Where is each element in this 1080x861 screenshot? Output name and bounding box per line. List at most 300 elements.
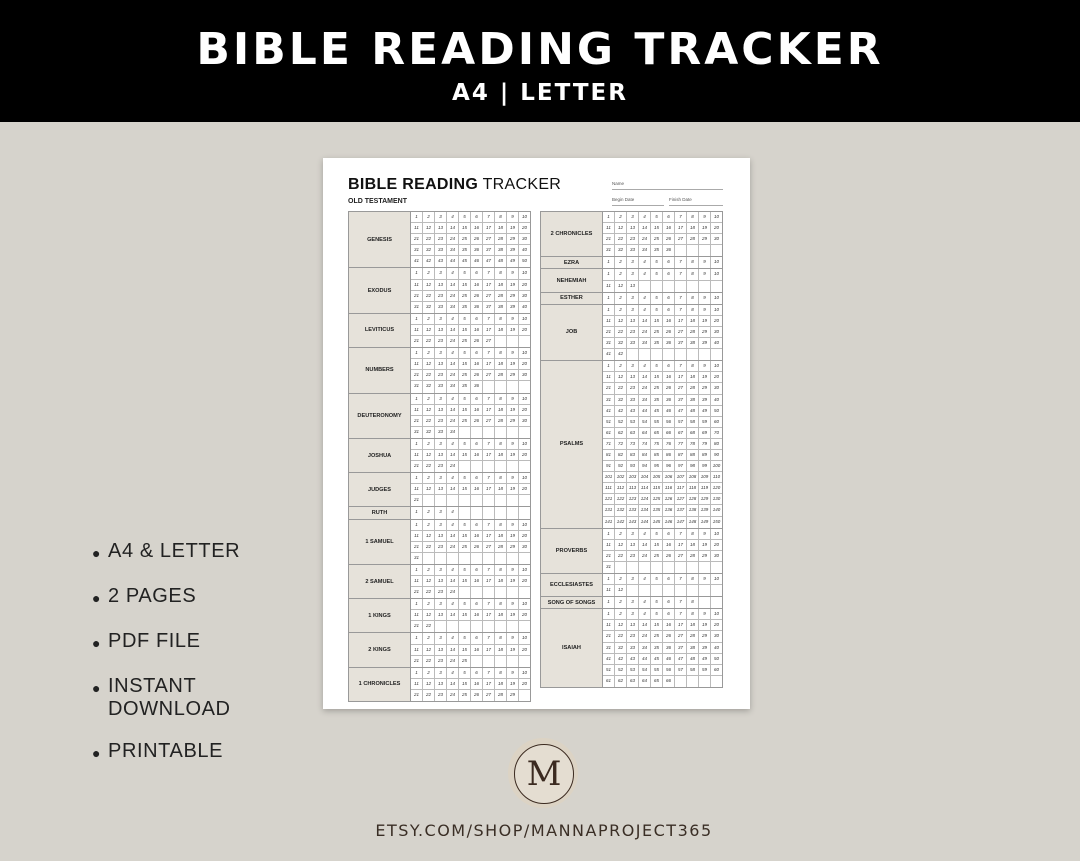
chapter-cell (495, 656, 507, 667)
chapter-row (603, 372, 722, 383)
book-name: JOSHUA (349, 439, 411, 472)
chapter-cell (519, 336, 530, 347)
chapter-cell: 9 (699, 574, 711, 584)
chapter-cell: 31 (603, 643, 615, 653)
chapter-cell: 18 (495, 610, 507, 620)
chapter-cell: 23 (435, 690, 447, 701)
chapter-cell: 4 (447, 394, 459, 404)
chapter-cell: 1 (411, 439, 423, 449)
chapter-cell: 77 (675, 439, 687, 449)
chapter-cell: 2 (615, 609, 627, 619)
chapter-cell: 10 (521, 315, 527, 321)
chapter-row (603, 505, 722, 516)
chapter-cell: 17 (483, 405, 495, 415)
chapter-cell: 5 (651, 597, 663, 608)
chapter-cell: 1 (411, 394, 423, 404)
chapter-cell: 11 (603, 223, 615, 233)
chapter-cell: 19 (507, 484, 519, 494)
chapter-cell (615, 562, 627, 573)
chapter-grid (603, 305, 722, 360)
chapter-cell: 123 (627, 494, 639, 504)
chapter-cell: 1 (411, 520, 423, 530)
chapter-grid (411, 348, 530, 392)
chapter-cell: 9 (507, 473, 519, 483)
chapter-cell: 29 (507, 234, 519, 244)
chapter-cell: 8 (687, 574, 699, 584)
chapter-cell: 99 (699, 461, 711, 471)
chapter-cell: 133 (627, 505, 639, 515)
chapter-cell (459, 427, 471, 438)
chapter-cell: 30 (713, 236, 719, 242)
chapter-cell: 94 (639, 461, 651, 471)
feature-item (92, 630, 292, 656)
chapter-cell: 7 (675, 361, 687, 371)
chapter-cell: 49 (699, 406, 711, 416)
chapter-cell: 35 (651, 338, 663, 348)
chapter-cell: 4 (447, 599, 459, 609)
chapter-cell: 21 (603, 383, 615, 393)
chapter-cell: 48 (687, 654, 699, 664)
chapter-cell: 18 (495, 484, 507, 494)
chapter-row (603, 597, 722, 608)
chapter-cell: 19 (507, 223, 519, 233)
chapter-cell: 2 (423, 212, 435, 222)
chapter-cell: 5 (459, 348, 471, 358)
book-block (349, 473, 530, 507)
chapter-cell: 13 (435, 531, 447, 541)
chapter-cell: 53 (627, 417, 639, 427)
chapter-cell: 10 (521, 270, 527, 276)
chapter-cell: 72 (615, 439, 627, 449)
chapter-cell: 2 (615, 574, 627, 584)
chapter-cell: 24 (447, 336, 459, 347)
chapter-cell: 9 (507, 394, 519, 404)
chapter-cell: 15 (651, 223, 663, 233)
chapter-cell: 2 (615, 597, 627, 608)
chapter-cell (459, 507, 471, 518)
chapter-cell (507, 656, 519, 667)
chapter-cell: 1 (411, 668, 423, 678)
chapter-cell: 26 (471, 234, 483, 244)
chapter-cell: 20 (713, 541, 719, 547)
chapter-cell: 108 (687, 472, 699, 482)
chapter-cell: 8 (495, 268, 507, 278)
chapter-cell: 2 (615, 257, 627, 268)
chapter-cell: 3 (435, 565, 447, 575)
chapter-cell: 8 (495, 439, 507, 449)
chapter-cell: 17 (483, 325, 495, 335)
chapter-cell: 13 (435, 484, 447, 494)
chapter-cell: 19 (507, 645, 519, 655)
chapter-cell: 4 (639, 257, 651, 268)
chapter-cell: 44 (639, 406, 651, 416)
chapter-cell: 21 (411, 495, 423, 506)
chapter-cell: 39 (699, 395, 711, 405)
chapter-cell: 23 (435, 336, 447, 347)
chapter-cell: 5 (651, 574, 663, 584)
chapter-cell: 13 (435, 645, 447, 655)
chapter-cell: 7 (483, 668, 495, 678)
chapter-cell: 17 (483, 531, 495, 541)
chapter-cell (483, 621, 495, 632)
book-name: PSALMS (541, 361, 603, 527)
chapter-cell: 1 (411, 507, 423, 518)
chapter-cell: 113 (627, 483, 639, 493)
chapter-cell: 22 (615, 327, 627, 337)
chapter-row (603, 269, 722, 280)
chapter-cell: 93 (627, 461, 639, 471)
chapter-cell: 3 (435, 314, 447, 324)
book-block (349, 565, 530, 599)
chapter-cell: 1 (603, 305, 615, 315)
chapter-cell (675, 245, 687, 256)
chapter-cell: 11 (411, 576, 423, 586)
chapter-row (411, 268, 530, 279)
chapter-row (603, 245, 722, 256)
chapter-cell: 6 (471, 668, 483, 678)
chapter-cell: 15 (459, 405, 471, 415)
chapter-cell: 16 (663, 372, 675, 382)
chapter-cell: 46 (663, 654, 675, 664)
chapter-cell: 19 (699, 540, 711, 550)
chapter-cell: 56 (663, 665, 675, 675)
book-name: PROVERBS (541, 529, 603, 573)
chapter-cell: 36 (471, 381, 483, 392)
chapter-cell: 12 (615, 281, 627, 292)
chapter-cell: 14 (639, 316, 651, 326)
chapter-cell: 25 (459, 370, 471, 380)
chapter-cell: 8 (495, 520, 507, 530)
chapter-cell: 6 (471, 268, 483, 278)
chapter-cell: 25 (459, 336, 471, 347)
chapter-cell: 6 (471, 348, 483, 358)
chapter-cell: 19 (507, 679, 519, 689)
chapter-cell: 1 (411, 599, 423, 609)
banner-title: BIBLE READING TRACKER (196, 24, 884, 75)
chapter-row (411, 336, 530, 347)
chapter-cell: 17 (483, 484, 495, 494)
chapter-cell: 2 (423, 520, 435, 530)
chapter-cell: 10 (521, 214, 527, 219)
chapter-cell: 35 (651, 245, 663, 256)
chapter-row (603, 574, 722, 585)
chapter-cell: 38 (495, 245, 507, 255)
chapter-cell (495, 507, 507, 518)
chapter-cell: 23 (435, 461, 447, 472)
chapter-cell: 9 (699, 609, 711, 619)
chapter-cell: 1 (603, 257, 615, 268)
book-name: NEHEMIAH (541, 269, 603, 291)
chapter-cell: 61 (603, 676, 615, 687)
chapter-cell: 15 (459, 450, 471, 460)
chapter-cell (507, 381, 519, 392)
chapter-cell: 1 (411, 348, 423, 358)
chapter-cell: 11 (411, 450, 423, 460)
chapter-cell: 10 (713, 363, 719, 369)
chapter-cell: 35 (459, 302, 471, 313)
chapter-cell: 37 (675, 338, 687, 348)
chapter-cell: 25 (459, 234, 471, 244)
chapter-cell: 37 (483, 245, 495, 255)
chapter-cell: 5 (459, 439, 471, 449)
chapter-cell: 19 (507, 610, 519, 620)
chapter-row (411, 245, 530, 256)
chapter-cell: 38 (687, 338, 699, 348)
chapter-cell: 15 (651, 540, 663, 550)
chapter-cell: 17 (675, 316, 687, 326)
chapter-cell: 5 (459, 599, 471, 609)
chapter-cell (699, 349, 711, 360)
chapter-cell: 147 (675, 517, 687, 528)
chapter-cell (495, 495, 507, 506)
chapter-row (411, 223, 530, 234)
chapter-cell: 98 (687, 461, 699, 471)
chapter-row (603, 665, 722, 676)
chapter-cell: 29 (699, 234, 711, 244)
chapter-cell: 26 (471, 370, 483, 380)
chapter-cell: 6 (663, 269, 675, 279)
chapter-cell: 18 (495, 531, 507, 541)
chapter-cell: 5 (459, 212, 471, 222)
chapter-cell: 7 (483, 439, 495, 449)
chapter-cell: 11 (411, 325, 423, 335)
chapter-cell: 15 (459, 645, 471, 655)
chapter-cell: 7 (675, 257, 687, 268)
chapter-row (411, 610, 530, 621)
chapter-cell (447, 553, 459, 564)
chapter-cell: 14 (447, 679, 459, 689)
chapter-cell: 85 (651, 450, 663, 460)
chapter-cell: 9 (699, 305, 711, 315)
chapter-cell: 38 (687, 395, 699, 405)
chapter-row (603, 234, 722, 245)
chapter-row (411, 461, 530, 472)
chapter-cell (699, 562, 711, 573)
chapter-cell: 4 (447, 565, 459, 575)
chapter-row (411, 690, 530, 701)
chapter-cell: 28 (495, 542, 507, 552)
chapter-cell: 6 (663, 574, 675, 584)
chapter-cell: 3 (435, 268, 447, 278)
chapter-cell: 23 (627, 551, 639, 561)
chapter-cell: 19 (507, 531, 519, 541)
chapter-cell: 2 (615, 529, 627, 539)
chapter-cell: 150 (712, 518, 721, 524)
chapter-cell: 11 (603, 316, 615, 326)
chapter-cell: 102 (615, 472, 627, 482)
chapter-cell: 10 (713, 294, 719, 300)
chapter-cell: 28 (687, 327, 699, 337)
feature-item (92, 540, 292, 566)
chapter-cell: 81 (603, 450, 615, 460)
chapter-cell: 60 (713, 666, 719, 672)
chapter-cell: 11 (411, 531, 423, 541)
feature-text: A4 & LETTER (108, 540, 241, 562)
book-name: 2 CHRONICLES (541, 212, 603, 256)
chapter-cell (651, 562, 663, 573)
chapter-row (411, 302, 530, 313)
chapter-cell: 8 (687, 269, 699, 279)
chapter-cell: 52 (615, 665, 627, 675)
chapter-cell (699, 597, 711, 608)
book-name: ISAIAH (541, 609, 603, 687)
chapter-cell: 25 (651, 327, 663, 337)
chapter-cell: 16 (663, 620, 675, 630)
book-block (349, 507, 530, 519)
chapter-cell: 18 (687, 372, 699, 382)
book-block (541, 212, 722, 257)
name-field: Name (612, 180, 723, 190)
chapter-cell: 15 (459, 280, 471, 290)
chapter-cell (459, 621, 471, 632)
chapter-cell: 22 (423, 416, 435, 426)
chapter-cell: 48 (495, 256, 507, 267)
book-block (349, 212, 530, 268)
chapter-cell: 41 (603, 406, 615, 416)
chapter-cell (711, 245, 722, 256)
chapter-cell: 14 (447, 484, 459, 494)
chapter-cell: 6 (663, 361, 675, 371)
chapter-cell: 11 (411, 405, 423, 415)
chapter-cell: 3 (627, 212, 639, 222)
chapter-cell: 7 (675, 529, 687, 539)
chapter-row (411, 473, 530, 484)
chapter-row (603, 327, 722, 338)
chapter-cell: 23 (435, 542, 447, 552)
chapter-cell: 143 (627, 517, 639, 528)
chapter-cell: 39 (699, 643, 711, 653)
chapter-cell (507, 495, 519, 506)
chapter-grid (411, 599, 530, 632)
chapter-cell: 114 (639, 483, 651, 493)
chapter-cell: 25 (651, 234, 663, 244)
chapter-cell (483, 587, 495, 598)
chapter-cell: 18 (495, 359, 507, 369)
chapter-cell: 18 (495, 576, 507, 586)
chapter-cell (507, 427, 519, 438)
chapter-cell: 29 (507, 370, 519, 380)
book-name: EZRA (541, 257, 603, 268)
chapter-cell: 30 (521, 292, 527, 298)
chapter-cell: 23 (627, 383, 639, 393)
chapter-cell: 10 (713, 611, 719, 617)
chapter-cell: 44 (447, 256, 459, 267)
chapter-cell: 47 (483, 256, 495, 267)
chapter-cell: 22 (423, 291, 435, 301)
chapter-cell: 23 (627, 327, 639, 337)
chapter-cell: 8 (687, 609, 699, 619)
chapter-row (603, 585, 722, 596)
chapter-cell: 7 (483, 212, 495, 222)
chapter-cell: 78 (687, 439, 699, 449)
feature-text: PDF FILE (108, 630, 201, 652)
chapter-cell (699, 281, 711, 292)
chapter-cell: 45 (651, 654, 663, 664)
chapter-cell: 14 (639, 372, 651, 382)
chapter-cell: 10 (521, 440, 527, 446)
chapter-cell: 1 (603, 361, 615, 371)
chapter-cell (627, 585, 639, 596)
chapter-cell: 7 (675, 609, 687, 619)
chapter-cell: 29 (699, 551, 711, 561)
chapter-cell (519, 656, 530, 667)
book-block (349, 439, 530, 473)
chapter-cell: 21 (411, 542, 423, 552)
chapter-cell: 91 (603, 461, 615, 471)
chapter-cell: 18 (687, 540, 699, 550)
chapter-cell: 84 (639, 450, 651, 460)
chapter-row (411, 621, 530, 632)
chapter-cell: 15 (459, 531, 471, 541)
chapter-cell (663, 562, 675, 573)
chapter-cell (471, 427, 483, 438)
chapter-cell: 37 (675, 395, 687, 405)
chapter-row (603, 461, 722, 472)
chapter-cell (651, 281, 663, 292)
chapter-cell: 14 (447, 280, 459, 290)
chapter-cell: 20 (521, 326, 527, 332)
chapter-cell: 64 (639, 428, 651, 438)
chapter-cell: 5 (651, 293, 663, 304)
chapter-cell: 8 (687, 305, 699, 315)
chapter-cell: 26 (663, 383, 675, 393)
chapter-cell: 18 (495, 450, 507, 460)
chapter-cell: 51 (603, 417, 615, 427)
chapter-cell: 63 (627, 428, 639, 438)
chapter-cell: 36 (663, 245, 675, 256)
chapter-cell: 8 (687, 597, 699, 608)
book-name: 2 SAMUEL (349, 565, 411, 598)
chapter-cell (711, 597, 722, 608)
book-block (349, 633, 530, 667)
chapter-cell: 86 (663, 450, 675, 460)
chapter-row (603, 620, 722, 631)
chapter-cell: 13 (435, 610, 447, 620)
chapter-cell: 70 (713, 429, 719, 435)
chapter-row (411, 507, 530, 518)
chapter-cell: 39 (507, 245, 519, 255)
chapter-cell: 22 (423, 690, 435, 701)
chapter-cell: 36 (663, 643, 675, 653)
chapter-cell: 14 (447, 645, 459, 655)
chapter-cell: 11 (411, 484, 423, 494)
chapter-cell: 28 (495, 416, 507, 426)
chapter-cell: 22 (615, 234, 627, 244)
chapter-cell: 62 (615, 676, 627, 687)
chapter-cell: 12 (423, 576, 435, 586)
chapter-cell: 61 (603, 428, 615, 438)
chapter-row (603, 562, 722, 573)
chapter-cell: 50 (713, 655, 719, 661)
chapter-cell: 12 (615, 223, 627, 233)
chapter-row (603, 338, 722, 349)
chapter-cell: 92 (615, 461, 627, 471)
chapter-cell: 13 (435, 405, 447, 415)
logo-letter: M (514, 744, 574, 804)
chapter-grid (603, 269, 722, 291)
chapter-cell: 31 (411, 245, 423, 255)
chapter-cell: 28 (687, 631, 699, 641)
chapter-cell: 55 (651, 665, 663, 675)
chapter-cell: 17 (483, 679, 495, 689)
chapter-cell: 28 (687, 383, 699, 393)
sheet-title-bold: BIBLE READING (348, 176, 479, 193)
chapter-cell: 62 (615, 428, 627, 438)
chapter-cell (687, 562, 699, 573)
book-block (349, 314, 530, 348)
chapter-cell: 43 (627, 654, 639, 664)
chapter-cell: 20 (521, 406, 527, 412)
